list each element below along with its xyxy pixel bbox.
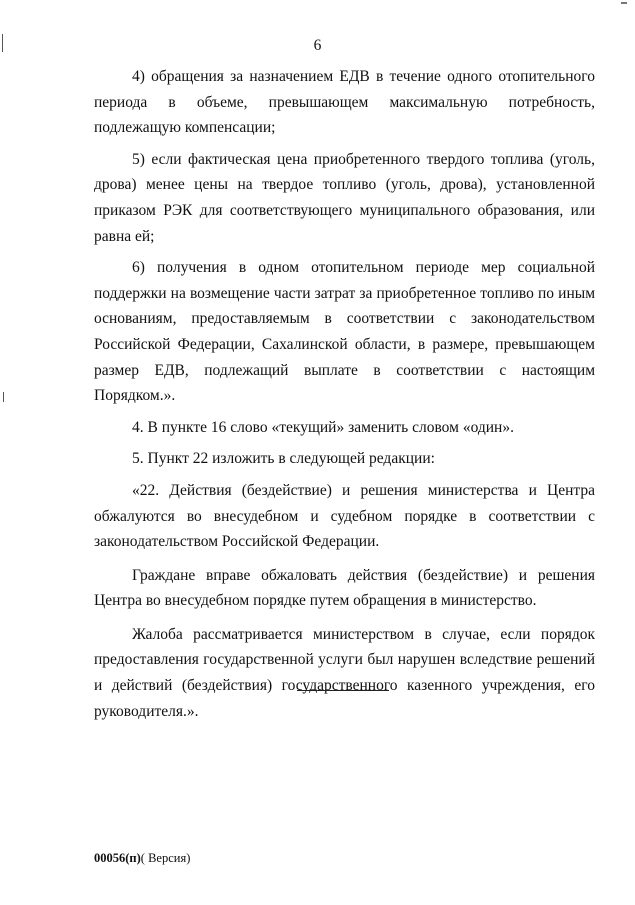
paragraph-citizens-right: Граждане вправе обжаловать действия (бездействие) и решения Центра во внесудебном порядке путем обращения в министерство.: [94, 566, 595, 610]
scan-artifact-top-right: [621, 2, 627, 4]
paragraph-point-5: 5. Пункт 22 изложить в следующей редакции:: [132, 450, 435, 468]
paragraph-item-6: 6) получения в одном отопительном периоде мер социальной поддержки на возмещение части затрат за приобретенное топливо по иным основаниям, предоставляемым в соответствии с законодательством Российской Федерации, Сахалинской области, в размере, превышающем размер ЕДВ, подлежащий выплате в соответствии с настоящим Порядком.».: [94, 259, 595, 405]
page-number: 6: [313, 37, 322, 54]
document-footer: [94, 850, 190, 866]
paragraph-item-5: 5) если фактическая цена приобретенного твердого топлива (уголь, дрова) менее цены на твердое топливо (уголь, дрова), установленной приказом РЭК для соответствующего муниципального образования, или равна ей;: [94, 150, 595, 245]
document-body: [94, 64, 595, 724]
paragraph-item-4: 4) обращения за назначением ЕДВ в течение одного отопительного периода в объеме, превышающем максимальную потребность, подлежащую компенсации;: [94, 68, 595, 137]
paragraph-point-22: «22. Действия (бездействие) и решения министерства и Центра обжалуются во внесудебном и судебном порядке в соответствии с законодательством Российской Федерации.: [94, 481, 595, 551]
scan-artifact-left-mid: [3, 392, 4, 402]
paragraph-point-4: 4. В пункте 16 слово «текущий» заменить словом «один».: [132, 418, 514, 436]
end-divider: [297, 690, 389, 691]
document-code: 00056(п): [94, 851, 141, 865]
scan-artifact-left-top: [2, 34, 3, 52]
paragraph-complaint: Жалоба рассматривается министерством в случае, если порядок предоставления государственной услуги был нарушен вследствие решений и действий (бездействия) государственного казенного учреждения, его руководителя.».: [94, 625, 595, 720]
document-version: ( Версия): [140, 851, 191, 865]
